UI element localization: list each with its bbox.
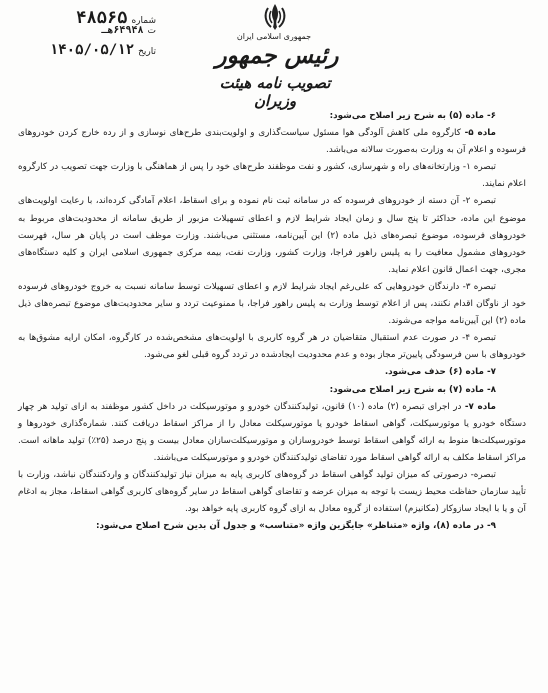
republic-label: جمهوری اسلامی ایران xyxy=(236,32,312,41)
note-article-7: تبصره- درصورتی که میزان تولید گواهی اسقاط در گروه‌های کاربری پایه به میزان نیاز تولیدکنندگان و واردکنندگان نباشد، وزارت با تأیید سازمان حفاظت محیط زیست با توجه به میزان عرضه و تقاضای گواهی اسقاط در سایر گروه‌های کاربری گواهی اسقاط، مجاز به ادغام آن و یا با ایجاد سازوکار (مکانیزم) استفاده از گروه معادل به ازای گروه کاربری پایه خواهد بود. xyxy=(18,469,526,515)
letter-id: ۶۴۹۴۸هـ xyxy=(101,25,144,36)
article-7-text: در اجرای تبصره (۲) ماده (۱۰) قانون، تولیدکنندگان خودرو و موتورسیکلت در داخل کشور موظفند به ازای تولید هر چهار دستگاه خودرو یا موتورسیکلت، گواهی اسقاط خودرو یا موتورسیکلت معادل را از مراکز اسقاط دریافت کنند. شماره‌گذاری خودروها و موتورسیکلت‌ها منوط به ارائه گواهی اسقاط توسط خودروسازان و موتورسیکلت‌سازان معادل بیست و پنج درصد (۲۵٪) تولید ماهانه است. مراکز اسقاط مکلف به ارائه گواهی اسقاط مورد تقاضای تولیدکنندگان خودرو و موتورسیکلت می‌باشند. xyxy=(18,401,526,463)
iran-emblem-icon xyxy=(262,2,288,32)
article-5-lead: ماده ۵- xyxy=(464,128,496,139)
letter-number: ۴۸۵۶۵ xyxy=(76,8,128,28)
note-4: تبصره ۴- در صورت عدم استقبال متقاضیان در هر گروه کاربری با اولویت‌های مشخص‌شده در کارگروه، امکان ارایه مشوق‌ها به خودروهای با سن فرسودگی پایین‌تر مجاز بوده و عدم محدودیت ایجادشده در تردد گروه قبلی لغو می‌شود. xyxy=(18,333,526,361)
item-9: ۹- در ماده (۸)، واژه «متناظر» جایگزین واژه «متناسب» و جدول آن بدین شرح اصلاح می‌شود: xyxy=(96,521,496,532)
header-date-row xyxy=(38,42,156,59)
header-number-row xyxy=(38,8,156,28)
letterhead-subtitle: تصویب نامه هیئت وزیران xyxy=(219,74,331,110)
item-8: ۸- ماده (۷) به شرح زیر اصلاح می‌شود: xyxy=(329,384,496,395)
header-reference-block xyxy=(38,8,156,59)
note-3: تبصره ۳- دارندگان خودروهایی که علی‌رغم ایجاد شرایط لازم و اعطای تسهیلات توسط سامانه نسبت به خروج خودروهای فرسوده خود از ناوگان اقدام نکنند، پس از اعلام توسط وزارت به پلیس راهور فراجا، با ممنوعیت تردد و سایر محدودیت‌های موضوع تبصره‌های ذیل ماده (۲) این آیین‌نامه مواجه می‌شوند. xyxy=(18,281,526,327)
article-5 xyxy=(18,125,526,159)
note-2: تبصره ۲- آن دسته از خودروهای فرسوده که در سامانه ثبت نام نموده و برای اسقاط، اعلام آمادگی کرده‌اند، با رعایت اولویت‌های موضوع این ماده، حداکثر تا پنج سال و زمان ایجاد شرایط لازم و اعطای تسهیلات مزبور از طریق سامانه از محدودیت‌های مربوط به خودروهای فرسوده، موضوع تبصره‌های ذیل ماده (۲) این آیین‌نامه، مستثنی می‌باشند. وزارت موظف است در پایان هر سال، فهرست خودروهای مشمول معافیت را به پلیس راهور فراجا، وزارت کشور، وزارت نفت، بیمه مرکزی جمهوری اسلامی ایران و کلیه دستگاه‌های مجری، جهت اعمال قانون اعلام نماید. xyxy=(18,196,527,275)
article-5-text: کارگروه ملی کاهش آلودگی هوا مسئول سیاست‌گذاری و اولویت‌بندی طرح‌های نوسازی و از رده خارج کردن خودروهای فرسوده و اعلام آن به وزارت به‌صورت سالانه می‌باشد. xyxy=(18,128,526,156)
date-label: تاریخ xyxy=(138,47,156,57)
item-6: ۶- ماده (۵) به شرح زیر اصلاح می‌شود: xyxy=(329,111,496,121)
number-label: شماره xyxy=(131,16,156,26)
item-7: ۷- ماده (۶) حذف می‌شود. xyxy=(384,367,496,378)
article-7-lead: ماده ۷- xyxy=(464,401,496,412)
decree-body xyxy=(18,108,526,535)
article-7 xyxy=(18,399,526,467)
id-label: ت xyxy=(147,26,156,36)
letterhead-title: رئیس جمهور xyxy=(215,42,339,69)
note-1: تبصره ۱- وزارتخانه‌های راه و شهرسازی، کشور و نفت موظفند طرح‌های خود را پس از هماهنگی با وزارت جهت تصویب در کارگروه اعلام نمایند. xyxy=(18,162,526,190)
letter-date: ۱۴۰۵/۰۵/۱۲ xyxy=(49,42,135,58)
